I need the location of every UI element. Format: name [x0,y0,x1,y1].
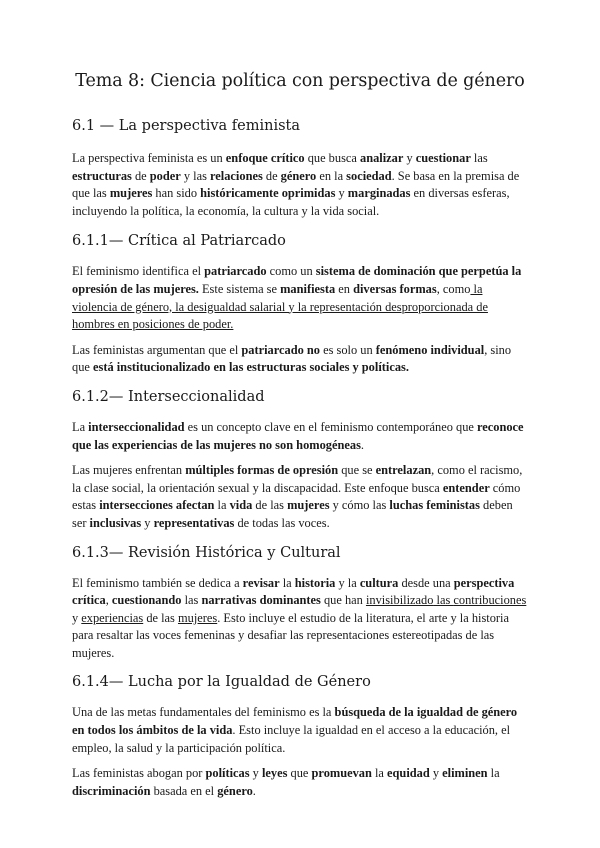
section-heading-6-1-1: 6.1.1— Crítica al Patriarcado [72,233,286,250]
paragraph-6-1-4-b: Las feministas abogan por políticas y leyes que promuevan la equidad y eliminen la discriminación basada en el género. [72,766,500,798]
paragraph-6-1-2-b: Las mujeres enfrentan múltiples formas de opresión que se entrelazan, como el racismo, la clase social, la orientación sexual y la discapacidad. Este enfoque busca entender cómo estas intersecciones afectan la vida de las mujeres y cómo las luchas feministas deben ser inclusivas y representativas de todas las voces. [72,463,523,530]
paragraph-6-1-3: El feminismo también se dedica a revisar la historia y la cultura desde una perspectiva crítica, cuestionando las narrativas dominantes que han invisibilizado las contribuciones y experiencias de las mujeres. Esto incluye el estudio de la literatura, el arte y la historia para resaltar las voces femeninas y desafiar las representaciones estereotipadas de las mujeres. [72,575,527,660]
paragraph-6-1-1-a: El feminismo identifica el patriarcado como un sistema de dominación que perpetúa la opresión de las mujeres. Este sistema se manifiesta en diversas formas, como la violencia de género, la desigualdad salarial y la representación desproporcionada de hombres en posiciones de poder. [72,264,522,332]
section-heading-6-1-2: 6.1.2— Interseccionalidad [72,388,265,405]
paragraph-6-1-2-a: La interseccionalidad es un concepto clave en el feminismo contemporáneo que reconoce que las experiencias de las mujeres no son homogéneas. [72,419,524,452]
paragraph-6-1: La perspectiva feminista es un enfoque crítico que busca analizar y cuestionar las estructuras de poder y las relaciones de género en la sociedad. Se basa en la premisa de que las mujeres han sido históricamente oprimidas y marginadas en diversas esferas, incluyendo la política, la economía, la cultura y la vida social. [72,151,520,218]
section-heading-6-1: 6.1 — La perspectiva feminista [72,118,301,134]
paragraph-6-1-1-b: Las feministas argumentan que el patriarcado no es solo un fenómeno individual, sino que está institucionalizado en las estructuras sociales y políticas. [72,342,512,375]
document-title: Tema 8: Ciencia política con perspectiva de género [75,71,525,91]
paragraph-6-1-4-a: Una de las metas fundamentales del feminismo es la búsqueda de la igualdad de género en todos los ámbitos de la vida. Esto incluye la igualdad en el acceso a la educación, el empleo, la salud y la participación política. [72,705,518,755]
section-heading-6-1-3: 6.1.3— Revisión Histórica y Cultural [72,544,341,561]
section-heading-6-1-4: 6.1.4— Lucha por la Igualdad de Género [72,674,371,691]
